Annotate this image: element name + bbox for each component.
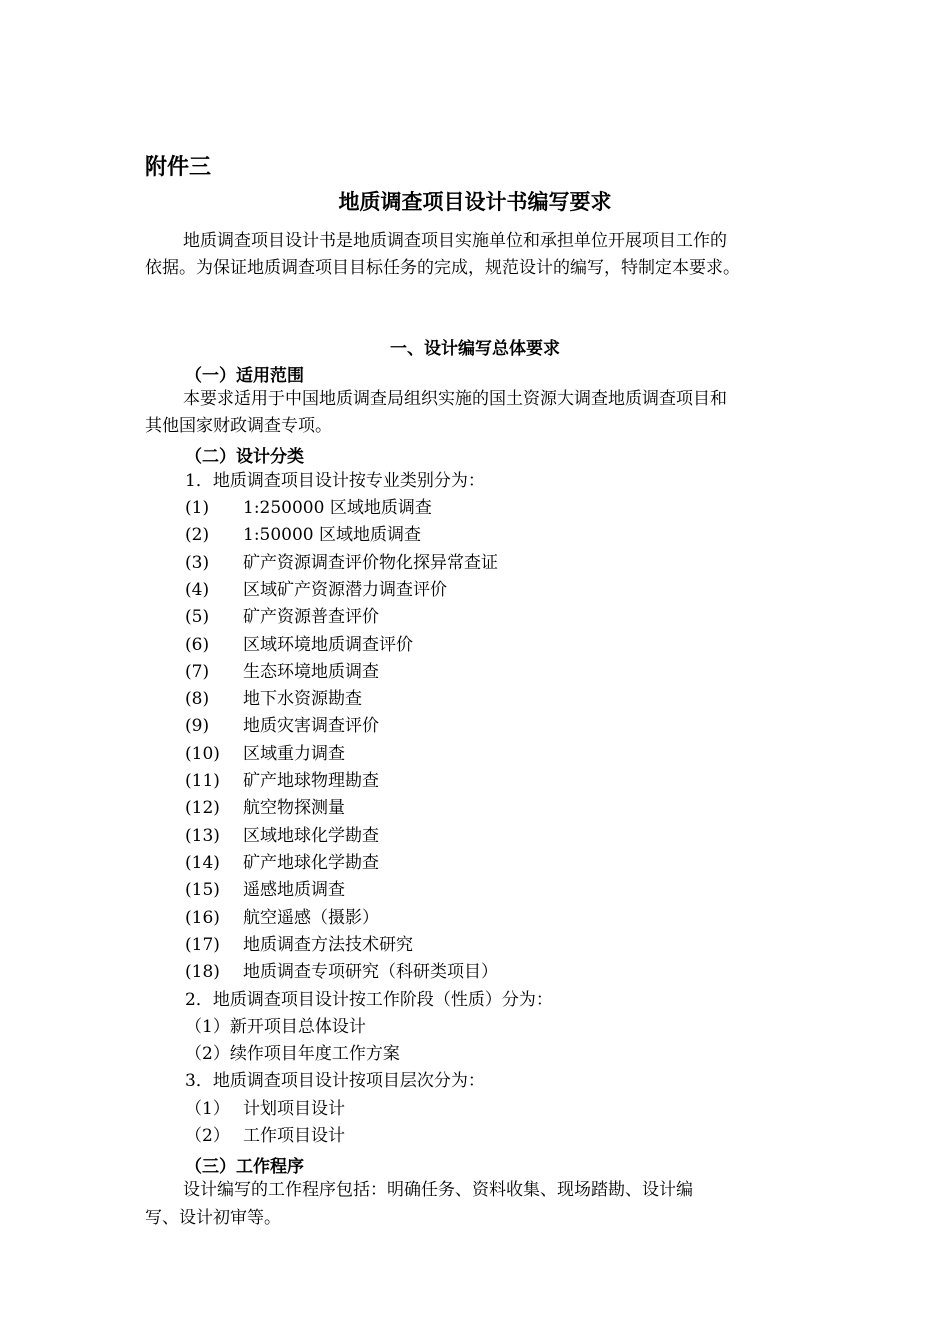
list-item-text: 区域重力调查 <box>243 743 345 764</box>
list-item-number: (13) <box>185 825 220 846</box>
procedure-line-2: 写、设计初审等。 <box>145 1208 281 1228</box>
by-stage-intro: 2．地质调查项目设计按工作阶段（性质）分为： <box>185 990 553 1010</box>
list-item <box>185 850 379 877</box>
list-item-text: 地质调查专项研究（科研类项目） <box>243 962 498 983</box>
list-item <box>185 495 432 522</box>
list-item <box>185 686 362 713</box>
list-item-text: 航空遥感（摄影） <box>243 907 379 928</box>
list-item <box>185 768 379 795</box>
list-item-text: 航空物探测量 <box>243 798 345 819</box>
list-item: （2）续作项目年度工作方案 <box>185 1044 400 1064</box>
procedure-line-1: 设计编写的工作程序包括：明确任务、资料收集、现场踏勘、设计编 <box>183 1180 693 1200</box>
list-item-number: (12) <box>185 798 220 819</box>
list-item-number: (2) <box>185 525 210 546</box>
by-level-intro: 3．地质调查项目设计按项目层次分为： <box>185 1071 485 1091</box>
list-item-text: 地下水资源勘查 <box>243 689 362 710</box>
scope-line-2: 其他国家财政调查专项。 <box>145 416 332 436</box>
list-item-number: (18) <box>185 962 220 983</box>
list-item-text: 矿产地球物理勘查 <box>243 771 379 791</box>
procedure-heading: （三）工作程序 <box>185 1157 304 1177</box>
list-item-text: 矿产地球化学勘查 <box>243 852 379 873</box>
list-item-text: 1:50000 区域地质调查 <box>243 525 422 546</box>
list-item <box>185 932 413 959</box>
list-item <box>185 713 379 740</box>
document-title: 地质调查项目设计书编写要求 <box>338 190 612 214</box>
classification-heading: （二）设计分类 <box>185 447 304 467</box>
list-item <box>185 905 379 932</box>
intro-line-2: 依据。为保证地质调查项目目标任务的完成，规范设计的编写，特制定本要求。 <box>145 258 740 278</box>
list-item <box>185 795 345 822</box>
list-item <box>185 1096 345 1123</box>
list-item <box>185 659 379 686</box>
list-item-number: (16) <box>185 907 220 928</box>
list-item-text: 地质调查方法技术研究 <box>243 934 413 955</box>
list-item-text: 遥感地质调查 <box>243 880 345 901</box>
list-item-text: 工作项目设计 <box>243 1126 345 1146</box>
section-title: 一、设计编写总体要求 <box>390 339 560 359</box>
list-item-number: (8) <box>185 689 210 710</box>
list-item <box>185 1123 345 1150</box>
list-item-number: (7) <box>185 661 210 682</box>
list-item-number: (14) <box>185 852 220 873</box>
list-item-number: (11) <box>185 771 220 791</box>
scope-heading: （一）适用范围 <box>185 366 304 386</box>
list-item-text: 区域矿产资源潜力调查评价 <box>243 579 447 600</box>
list-item-number: (17) <box>185 934 220 955</box>
list-item-number: （2） <box>185 1126 230 1146</box>
list-item-text: 生态环境地质调查 <box>243 661 379 682</box>
list-item <box>185 577 447 604</box>
list-item-number: (6) <box>185 634 210 655</box>
list-item-text: 矿产资源调查评价物化探异常查证 <box>243 552 498 573</box>
list-item-number: （1） <box>185 1099 230 1119</box>
list-item-number: (4) <box>185 579 210 600</box>
list-item: （1）新开项目总体设计 <box>185 1017 366 1037</box>
scope-line-1: 本要求适用于中国地质调查局组织实施的国土资源大调查地质调查项目和 <box>183 389 727 409</box>
intro-line-1: 地质调查项目设计书是地质调查项目实施单位和承担单位开展项目工作的 <box>183 231 727 251</box>
list-item-text: 区域地球化学勘查 <box>243 825 379 846</box>
list-item-number: (1) <box>185 498 210 518</box>
attachment-label: 附件三 <box>145 155 212 180</box>
list-item-text: 1:250000 区域地质调查 <box>243 498 432 518</box>
list-item <box>185 604 379 631</box>
list-item-text: 区域环境地质调查评价 <box>243 634 413 655</box>
list-item <box>185 823 379 850</box>
list-item-text: 计划项目设计 <box>243 1099 345 1119</box>
list-item-number: (15) <box>185 880 220 901</box>
list-item-number: (3) <box>185 552 210 573</box>
list-item-number: (5) <box>185 607 210 628</box>
list-item-text: 地质灾害调查评价 <box>243 716 379 737</box>
list-item <box>185 550 498 577</box>
list-item <box>185 877 345 904</box>
list-item-text: 矿产资源普查评价 <box>243 607 379 628</box>
list-item <box>185 741 345 768</box>
by-type-intro: 1．地质调查项目设计按专业类别分为： <box>185 471 485 491</box>
list-item <box>185 522 421 549</box>
list-item <box>185 632 413 659</box>
list-item-number: (9) <box>185 716 210 737</box>
list-item-number: (10) <box>185 743 220 764</box>
list-item <box>185 959 498 986</box>
